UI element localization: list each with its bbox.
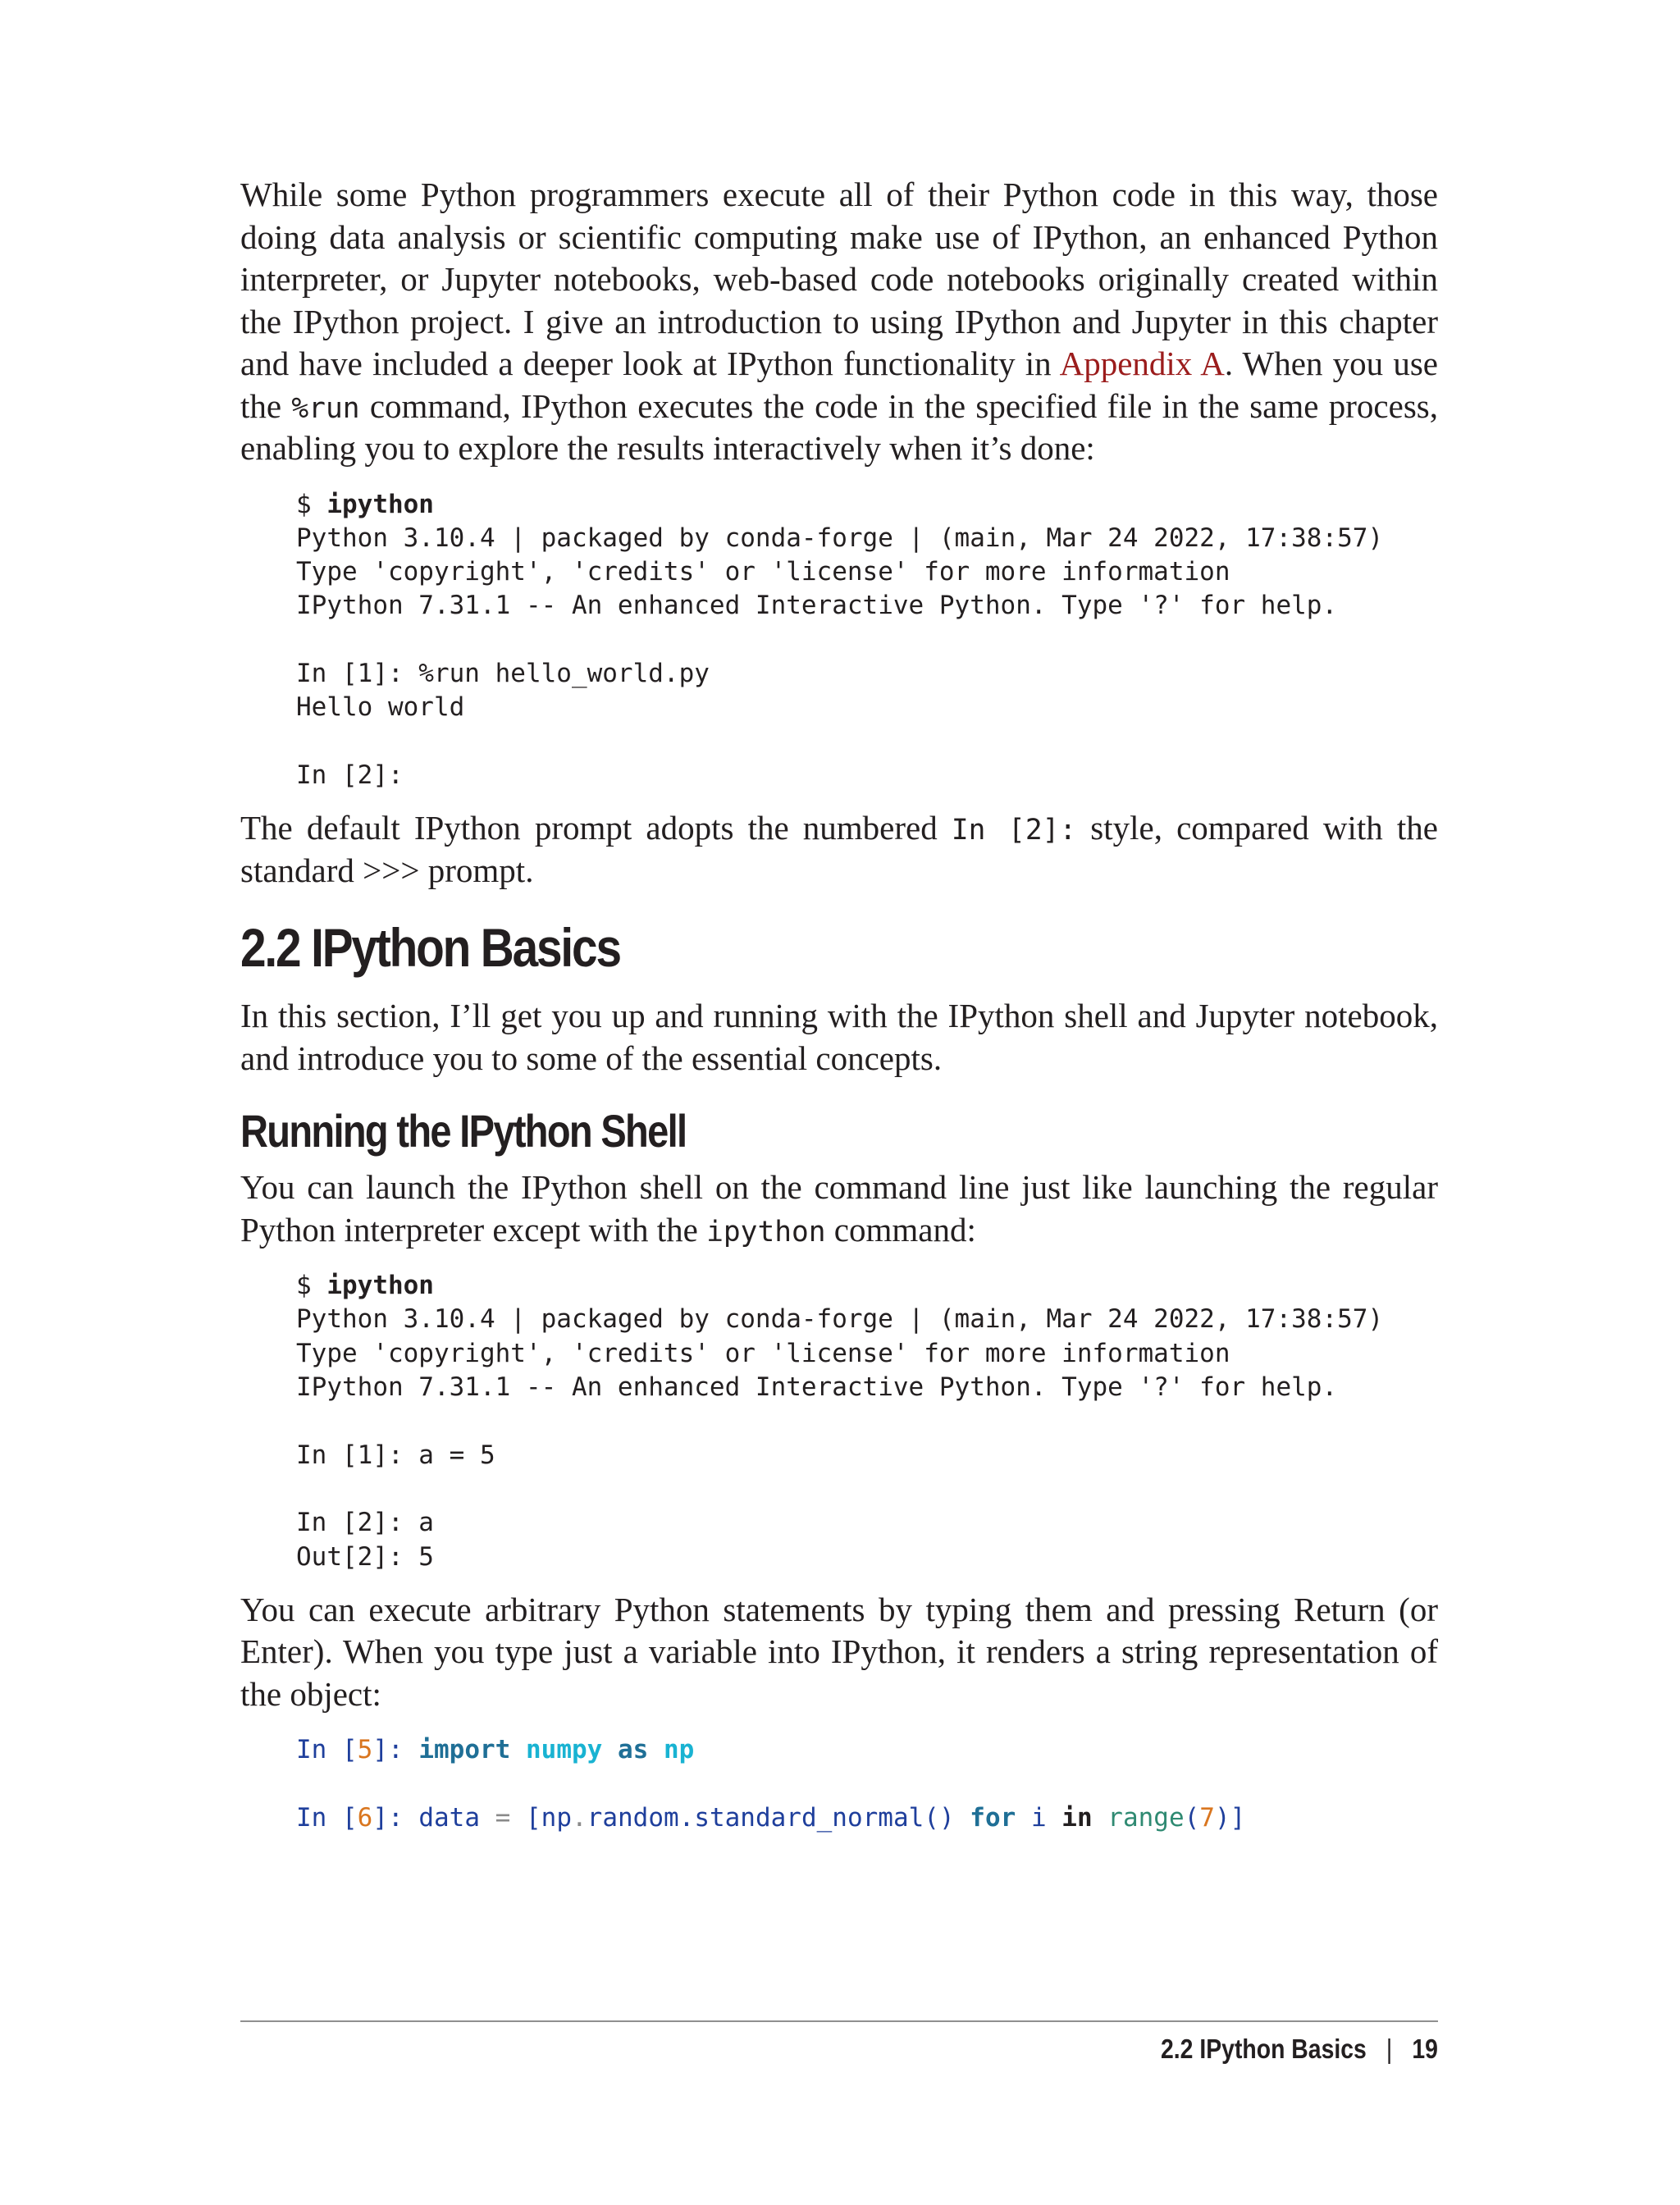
subsection-text: You can launch the IPython shell on the command line just like launching the regular Python interpreter except with the — [240, 1168, 1438, 1249]
code-block-numpy — [296, 1733, 1438, 1835]
code-token: np — [664, 1735, 695, 1765]
code-token: . — [572, 1802, 587, 1833]
code-line: Out[2]: 5 — [296, 1541, 434, 1572]
exec-paragraph: You can execute arbitrary Python statements by typing them and pressing Return (or Enter). When you type just a variable into IPython, it renders a string representation of the object: — [240, 1590, 1438, 1713]
code-token: in — [1061, 1802, 1093, 1833]
code-line: In [1]: %run hello_world.py — [296, 658, 710, 688]
code-token: range — [1107, 1802, 1185, 1833]
code-token: 6 — [357, 1802, 373, 1833]
code-token: i — [1030, 1802, 1047, 1833]
code-token: random.standard_normal — [587, 1802, 924, 1833]
code-line: Type 'copyright', 'credits' or 'license' for more information — [296, 557, 1230, 587]
code-line: In [1]: a = 5 — [296, 1440, 495, 1470]
shell-prompt: $ — [296, 489, 327, 519]
code-line: Hello world — [296, 692, 465, 723]
code-block-run — [296, 488, 1438, 793]
code-line: Python 3.10.4 | packaged by conda-forge | (main, Mar 24 2022, 17:38:57) — [296, 1304, 1384, 1335]
code-line: Python 3.10.4 | packaged by conda-forge | (main, Mar 24 2022, 17:38:57) — [296, 523, 1384, 553]
code-token: ]: — [372, 1802, 419, 1833]
code-line: In [2]: — [296, 760, 404, 790]
subsection-text-2: command: — [825, 1210, 976, 1249]
subsection-paragraph — [240, 1166, 1438, 1251]
code-token: = — [480, 1802, 526, 1833]
code-token: 5 — [357, 1735, 373, 1765]
prompt-text-2: style, compared with the standard >>> prompt. — [240, 809, 1438, 889]
code-line: IPython 7.31.1 -- An enhanced Interactive Python. Type '?' for help. — [296, 1372, 1338, 1403]
code-token: numpy — [526, 1735, 603, 1765]
code-token: as — [618, 1735, 649, 1765]
intro-paragraph — [240, 174, 1438, 470]
shell-command: ipython — [326, 1271, 434, 1301]
footer-rule — [240, 2020, 1438, 2022]
code-token: [ — [342, 1735, 358, 1765]
page-content — [240, 174, 1438, 1835]
code-token: [ — [342, 1802, 358, 1833]
section-paragraph: In this section, I’ll get you up and running with the IPython shell and Jupyter notebook, and introduce you to some of the essential concepts. — [240, 997, 1438, 1077]
section-heading: 2.2 IPython Basics — [240, 917, 620, 979]
appendix-a-link[interactable]: Appendix A — [1059, 345, 1225, 382]
code-token: for — [970, 1802, 1016, 1833]
code-token: )] — [1214, 1802, 1246, 1833]
code-token: ]: — [372, 1735, 419, 1765]
code-token: 7 — [1199, 1802, 1215, 1833]
prompt-text: The default IPython prompt adopts the numbered — [240, 809, 952, 847]
shell-command: ipython — [326, 489, 434, 519]
shell-prompt: $ — [296, 1271, 327, 1301]
code-token: data — [418, 1802, 480, 1833]
page-footer — [1161, 2025, 1438, 2074]
footer-section-title: 2.2 IPython Basics — [1161, 2034, 1367, 2064]
code-line: In [2]: a — [296, 1508, 434, 1538]
inline-code-run: %run — [291, 391, 360, 425]
prompt-paragraph — [240, 807, 1438, 892]
subsection-heading: Running the IPython Shell — [240, 1105, 687, 1157]
inline-code-prompt: In [2]: — [951, 814, 1077, 847]
code-token: In — [296, 1802, 342, 1833]
code-token: () — [924, 1802, 970, 1833]
inline-code-ipython: ipython — [706, 1215, 826, 1249]
code-line: Type 'copyright', 'credits' or 'license' for more information — [296, 1338, 1230, 1368]
intro-text-3: command, IPython executes the code in the specified file in the same process, enabling you to explore the results interactively when it’s done: — [240, 386, 1438, 467]
code-line: IPython 7.31.1 -- An enhanced Interactive Python. Type '?' for help. — [296, 591, 1338, 621]
code-token: np — [541, 1802, 572, 1833]
page-number: 19 — [1412, 2034, 1438, 2064]
code-token: ( — [1184, 1802, 1200, 1833]
code-block-shell — [296, 1269, 1438, 1574]
footer-separator: | — [1386, 2034, 1393, 2064]
intro-text-2: . When you use the — [240, 345, 1438, 425]
code-token: In — [296, 1735, 342, 1765]
intro-text: While some Python programmers execute all of their Python code in this way, those doing data analysis or scientific computing make use of IPython, an enhanced Python interpreter, or Jupyter notebooks, web-based code notebooks originally created within the IPython project. I give an introduction to using IPython and Jupyter in this chapter and have included a deeper look at IPython functionality in — [240, 176, 1438, 382]
code-token: [ — [526, 1802, 541, 1833]
code-token: import — [418, 1735, 511, 1765]
